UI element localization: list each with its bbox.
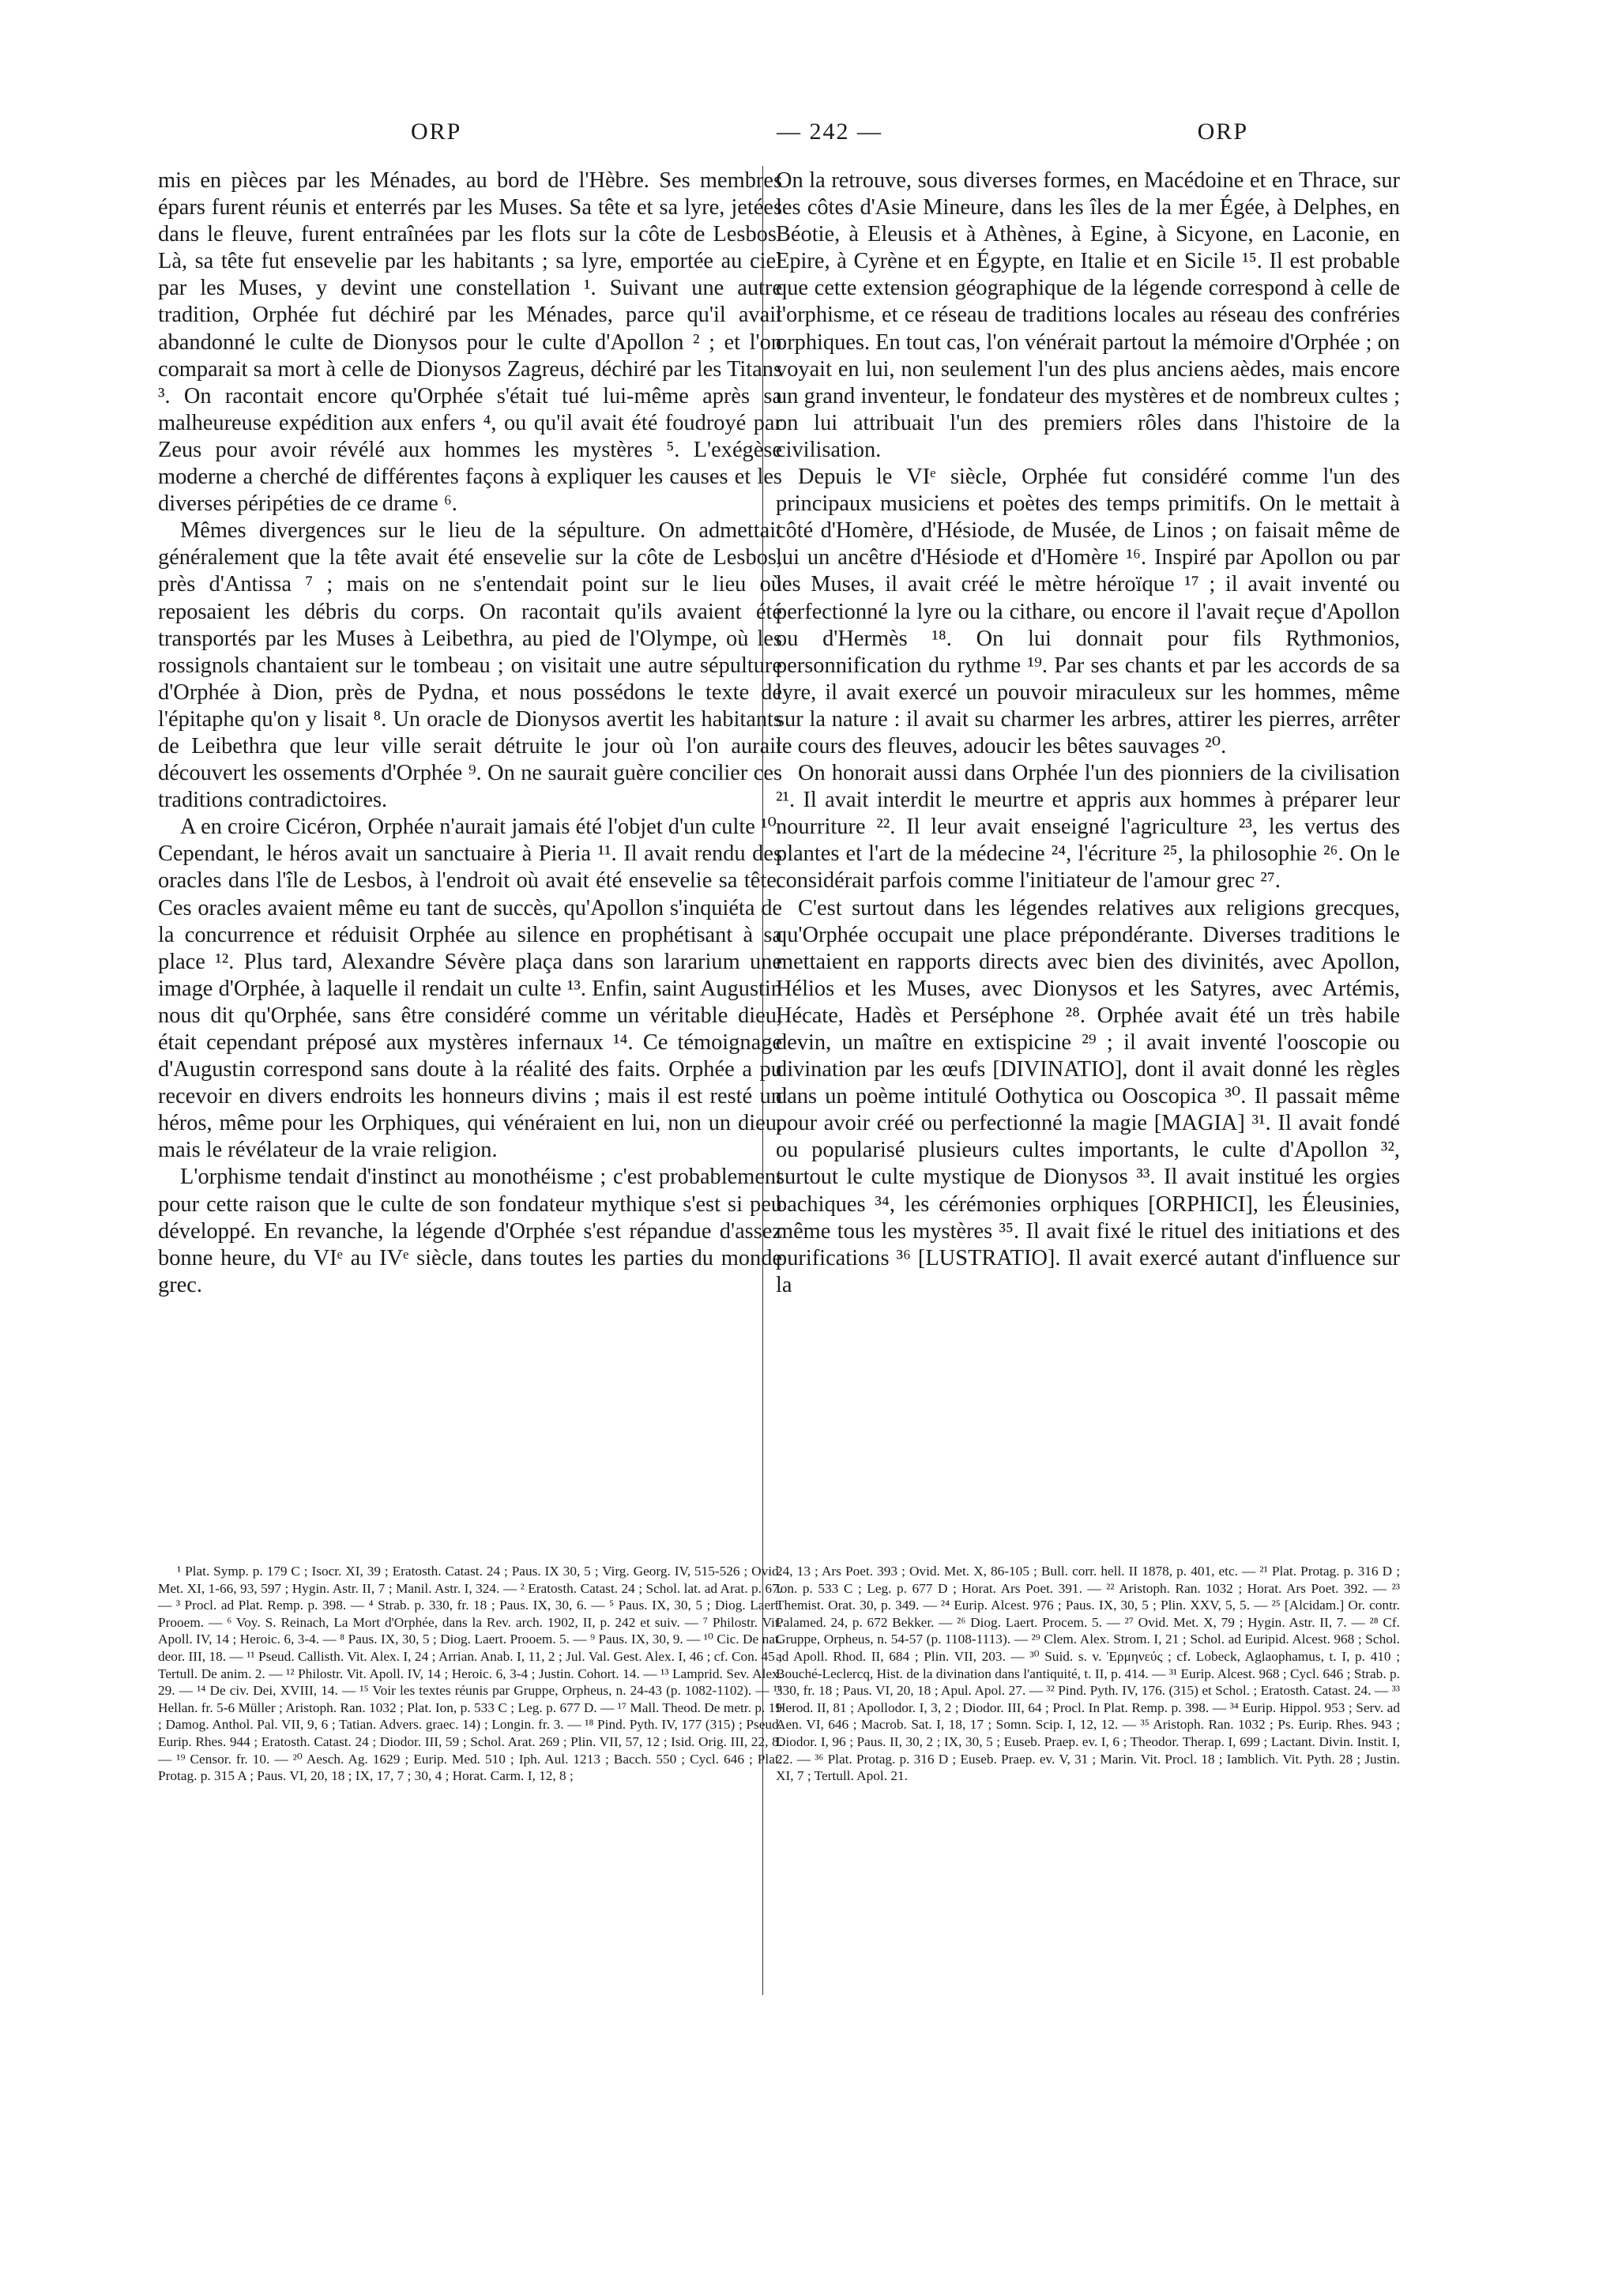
footnote-block: ¹ Plat. Symp. p. 179 C ; Isocr. XI, 39 ; Eratosth. Catast. 24 ; Paus. IX 30, 5 ; Virg. Georg. IV, 515-526 ; Ovid. Met. XI, 1-66, 93, 597 ; Hygin. Astr. II, 7 ; Manil. Astr. I, 324. — ² Eratosth. Catast. 24 ; Schol. lat. ad Arat. p. 67. — ³ Procl. ad Plat. Remp. p. 398. — ⁴ Strab. p. 330, fr. 18 ; Paus. IX, 30, 6. — ⁵ Paus. IX, 30, 5 ; Diog. Laert. Prooem. — ⁶ Voy. S. Reinach, La Mort d'Orphée, dans la Rev. arch. 1902, II, p. 242 et suiv. — ⁷ Philostr. Vit. Apoll. IV, 14 ; Heroic. 6, 3-4. — ⁸ Paus. IX, 30, 5 ; Diog. Laert. Prooem. 5. — ⁹ Paus. IX, 30, 9. — ¹⁰ Cic. De nat. deor. III, 18. — ¹¹ Pseud. Callisth. Vit. Alex. I, 24 ; Arrian. Anab. I, 11, 2 ; Jul. Val. Gest. Alex. I, 46 ; cf. Con. 45 ; Tertull. De anim. 2. — ¹² Philostr. Vit. Apoll. IV, 14 ; Heroic. 6, 3-4 ; Justin. Cohort. 14. — ¹³ Lamprid. Sev. Alex. 29. — ¹⁴ De civ. Dei, XVIII, 14. — ¹⁵ Voir les textes réunis par Gruppe, Orpheus, n. 24-43 (p. 1082-1102). — ¹⁶ Hellan. fr. 5-6 Müller ; Aristoph. Ran. 1032 ; Plat. Ion, p. 533 C ; Leg. p. 677 D. — ¹⁷ Mall. Theod. De metr. p. 19 ; Damog. Anthol. Pal. VII, 9, 6 ; Tatian. Advers. graec. 14) ; Longin. fr. 3. — ¹⁸ Pind. Pyth. IV, 177 (315) ; Pseud. Eurip. Rhes. 944 ; Eratosth. Catast. 24 ; Diodor. III, 59 ; Schol. Arat. 269 ; Plin. VII, 57, 12 ; Isid. Orig. III, 22, 8. — ¹⁹ Censor. fr. 10. — ²⁰ Aesch. Ag. 1629 ; Eurip. Med. 510 ; Iph. Aul. 1213 ; Bacch. 550 ; Cycl. 646 ; Plat. Protag. p. 315 A ; Paus. VI, 20, 18 ; IX, 17, 7 ; 30, 4 ; Horat. Carm. I, 12, 8 ; — [158, 1564, 782, 1784]
paragraph: A en croire Cicéron, Orphée n'aurait jamais été l'objet d'un culte ¹⁰. Cependant, le héros avait un sanctuaire à Pieria ¹¹. Il avait rendu des oracles dans l'île de Lesbos, à l'endroit où avait été ensevelie sa tête. Ces oracles avaient même eu tant de succès, qu'Apollon s'inquiéta de la concurrence et réduisit Orphée au silence en prophétisant à sa place ¹². Plus tard, Alexandre Sévère plaça dans son lararium une image d'Orphée, à laquelle il rendait un culte ¹³. Enfin, saint Augustin nous dit qu'Orphée, sans être considéré comme un véritable dieu, était cependant préposé aux mystères infernaux ¹⁴. Ce témoignage d'Augustin correspond sans doute à la réalité des faits. Orphée a pu recevoir en divers endroits les honneurs divins ; mais il est resté un héros, même pour les Orphiques, qui vénéraient en lui, non un dieu, mais le révélateur de la vraie religion. — [158, 815, 782, 1163]
paragraph: On la retrouve, sous diverses formes, en Macédoine et en Thrace, sur les côtes d'Asie Mineure, dans les îles de la mer Égée, à Delphes, en Béotie, à Eleusis et à Athènes, à Egine, à Sicyone, en Laconie, en Epire, à Cyrène et en Égypte, en Italie et en Sicile ¹⁵. Il est probable que cette extension géographique de la légende correspond à celle de l'orphisme, et ce réseau de traditions locales au réseau des confréries orphiques. En tout cas, l'on vénérait partout la mémoire d'Orphée ; on voyait en lui, non seulement l'un des plus anciens aèdes, mais encore un grand inventeur, le fondateur des mystères et de nombreux cultes ; on lui attribuait l'un des premiers rôles dans l'histoire de la civilisation. — [776, 168, 1400, 462]
paragraph: C'est surtout dans les légendes relatives aux religions grecques, qu'Orphée occupait une place prépondérante. Diverses traditions le mettaient en rapports directs avec bien des divinités, avec Apollon, Hélios et les Muses, avec Dionysos et les Satyres, avec Artémis, Hécate, Hadès et Perséphone ²⁸. Orphée avait été un très habile devin, un maître en extispicine ²⁹ ; il avait inventé l'ooscopie ou divination par les œufs [DIVINATIO], dont il avait donné les règles dans un poème intitulé Oothytica ou Ooscopica ³⁰. Il passait même pour avoir créé ou perfectionné la magie [MAGIA] ³¹. Il avait fondé ou popularisé plusieurs cultes importants, le culte d'Apollon ³², surtout le culte mystique de Dionysos ³³. Il avait institué les orgies bachiques ³⁴, les cérémonies orphiques [ORPHICI], les Éleusinies, même tous les mystères ³⁵. Il avait fixé le rituel des initiations et des purifications ³⁶ [LUSTRATIO]. Il avait exercé autant d'influence sur la — [776, 895, 1400, 1297]
footnote-block: 24, 13 ; Ars Poet. 393 ; Ovid. Met. X, 86-105 ; Bull. corr. hell. II 1878, p. 401, etc. — ²¹ Plat. Protag. p. 316 D ; Ion. p. 533 C ; Leg. p. 677 D ; Horat. Ars Poet. 391. — ²² Aristoph. Ran. 1032 ; Horat. Ars Poet. 392. — ²³ Themist. Orat. 30, p. 349. — ²⁴ Eurip. Alcest. 976 ; Paus. IX, 30, 5 ; Plin. XXV, 5, 5. — ²⁵ [Alcidam.] Or. contr. Palamed. 24, p. 672 Bekker. — ²⁶ Diog. Laert. Procem. 5. — ²⁷ Ovid. Met. X, 79 ; Hygin. Astr. II, 7. — ²⁸ Cf. Gruppe, Orpheus, n. 54-57 (p. 1108-1113). — ²⁹ Clem. Alex. Strom. I, 21 ; Schol. ad Euripid. Alcest. 968 ; Schol. ad Apoll. Rhod. II, 684 ; Plin. VII, 203. — ³⁰ Suid. s. v. Ἑρμηνεύς ; cf. Lobeck, Aglaophamus, t. I, p. 410 ; Bouché-Leclercq, Hist. de la divination dans l'antiquité, t. II, p. 414. — ³¹ Eurip. Alcest. 968 ; Cycl. 646 ; Strab. p. 330, fr. 18 ; Paus. VI, 20, 18 ; Apul. Apol. 27. — ³² Pind. Pyth. IV, 176. (315) et Schol. ; Eratosth. Catast. 24. — ³³ Herod. II, 81 ; Apollodor. I, 3, 2 ; Diodor. III, 64 ; Procl. In Plat. Remp. p. 398. — ³⁴ Eurip. Hippol. 953 ; Serv. ad Aen. VI, 646 ; Macrob. Sat. I, 18, 17 ; Somn. Scip. I, 12, 12. — ³⁵ Aristoph. Ran. 1032 ; Ps. Eurip. Rhes. 943 ; Diodor. I, 96 ; Paus. II, 30, 2 ; IX, 30, 5 ; Euseb. Praep. ev. I, 6 ; Theodor. Therap. I, 699 ; Lactant. Divin. Instit. I, 22. — ³⁶ Plat. Protag. p. 316 D ; Euseb. Praep. ev. V, 31 ; Marin. Vit. Procl. 18 ; Iamblich. Vit. Pyth. 28 ; Justin. XI, 7 ; Tertull. Apol. 21. — [776, 1564, 1400, 1784]
running-head-left: ORP — [411, 119, 462, 145]
page-header — [142, 119, 1517, 158]
paragraph: L'orphisme tendait d'instinct au monothéisme ; c'est probablement pour cette raison que le culte de son fondateur mythique s'est si peu développé. En revanche, la légende d'Orphée s'est répandue d'assez bonne heure, du VIᵉ au IVᵉ siècle, dans toutes les parties du monde grec. — [158, 1165, 782, 1297]
left-column — [158, 167, 782, 1299]
footnotes-right — [776, 1563, 1400, 1785]
paragraph: On honorait aussi dans Orphée l'un des pionniers de la civilisation ²¹. Il avait interdit le meurtre et appris aux hommes à préparer leur nourriture ²². Il leur avait enseigné l'agriculture ²³, les vertus des plantes et l'art de la médecine ²⁴, l'écriture ²⁵, la philosophie ²⁶. On le considérait parfois comme l'initiateur de l'amour grec ²⁷. — [776, 761, 1400, 894]
running-head-right: ORP — [1197, 119, 1248, 145]
paragraph: mis en pièces par les Ménades, au bord de l'Hèbre. Ses membres épars furent réunis et enterrés par les Muses. Sa tête et sa lyre, jetées dans le fleuve, furent entraînées par les flots sur la côte de Lesbos. Là, sa tête fut ensevelie par les habitants ; sa lyre, emportée au ciel par les Muses, y devint une constellation ¹. Suivant une autre tradition, Orphée fut déchiré par les Ménades, parce qu'il avait abandonné le culte de Dionysos pour le culte d'Apollon ² ; et l'on comparait sa mort à celle de Dionysos Zagreus, déchiré par les Titans ³. On racontait encore qu'Orphée s'était tué lui-même après sa malheureuse expédition aux enfers ⁴, ou qu'il avait été foudroyé par Zeus pour avoir révélé aux hommes les mystères ⁵. L'exégèse moderne a cherché de différentes façons à expliquer les causes et les diverses péripéties de ce drame ⁶. — [158, 168, 782, 517]
paragraph: Depuis le VIᵉ siècle, Orphée fut considéré comme l'un des principaux musiciens et poètes des temps primitifs. On le mettait à côté d'Homère, d'Hésiode, de Musée, de Linos ; on faisait même de lui un ancêtre d'Hésiode et d'Homère ¹⁶. Inspiré par Apollon ou par les Muses, il avait créé le mètre héroïque ¹⁷ ; il avait inventé ou perfectionné la lyre ou la cithare, ou encore il l'avait reçue d'Apollon ou d'Hermès ¹⁸. On lui donnait pour fils Rythmonios, personnification du rythme ¹⁹. Par ses chants et par les accords de sa lyre, il avait exercé un pouvoir miraculeux sur les hommes, même sur la nature : il avait su charmer les arbres, attirer les pierres, arrêter le cours des fleuves, adoucir les bêtes sauvages ²⁰. — [776, 465, 1400, 758]
footnotes-left — [158, 1563, 782, 1785]
page-number: — 242 — — [777, 119, 882, 145]
right-column — [776, 167, 1400, 1299]
paragraph: Mêmes divergences sur le lieu de la sépulture. On admettait généralement que la tête avait été ensevelie sur la côte de Lesbos, près d'Antissa ⁷ ; mais on ne s'entendait point sur le lieu où reposaient les débris du corps. On racontait qu'ils avaient été transportés par les Muses à Leibethra, au pied de l'Olympe, où les rossignols chantaient sur le tombeau ; on visitait une autre sépulture d'Orphée à Dion, près de Pydna, et nous possédons le texte de l'épitaphe qu'on y lisait ⁸. Un oracle de Dionysos avertit les habitants de Leibethra que leur ville serait détruite le jour où l'on aurait découvert les ossements d'Orphée ⁹. On ne saurait guère concilier ces traditions contradictoires. — [158, 518, 782, 813]
